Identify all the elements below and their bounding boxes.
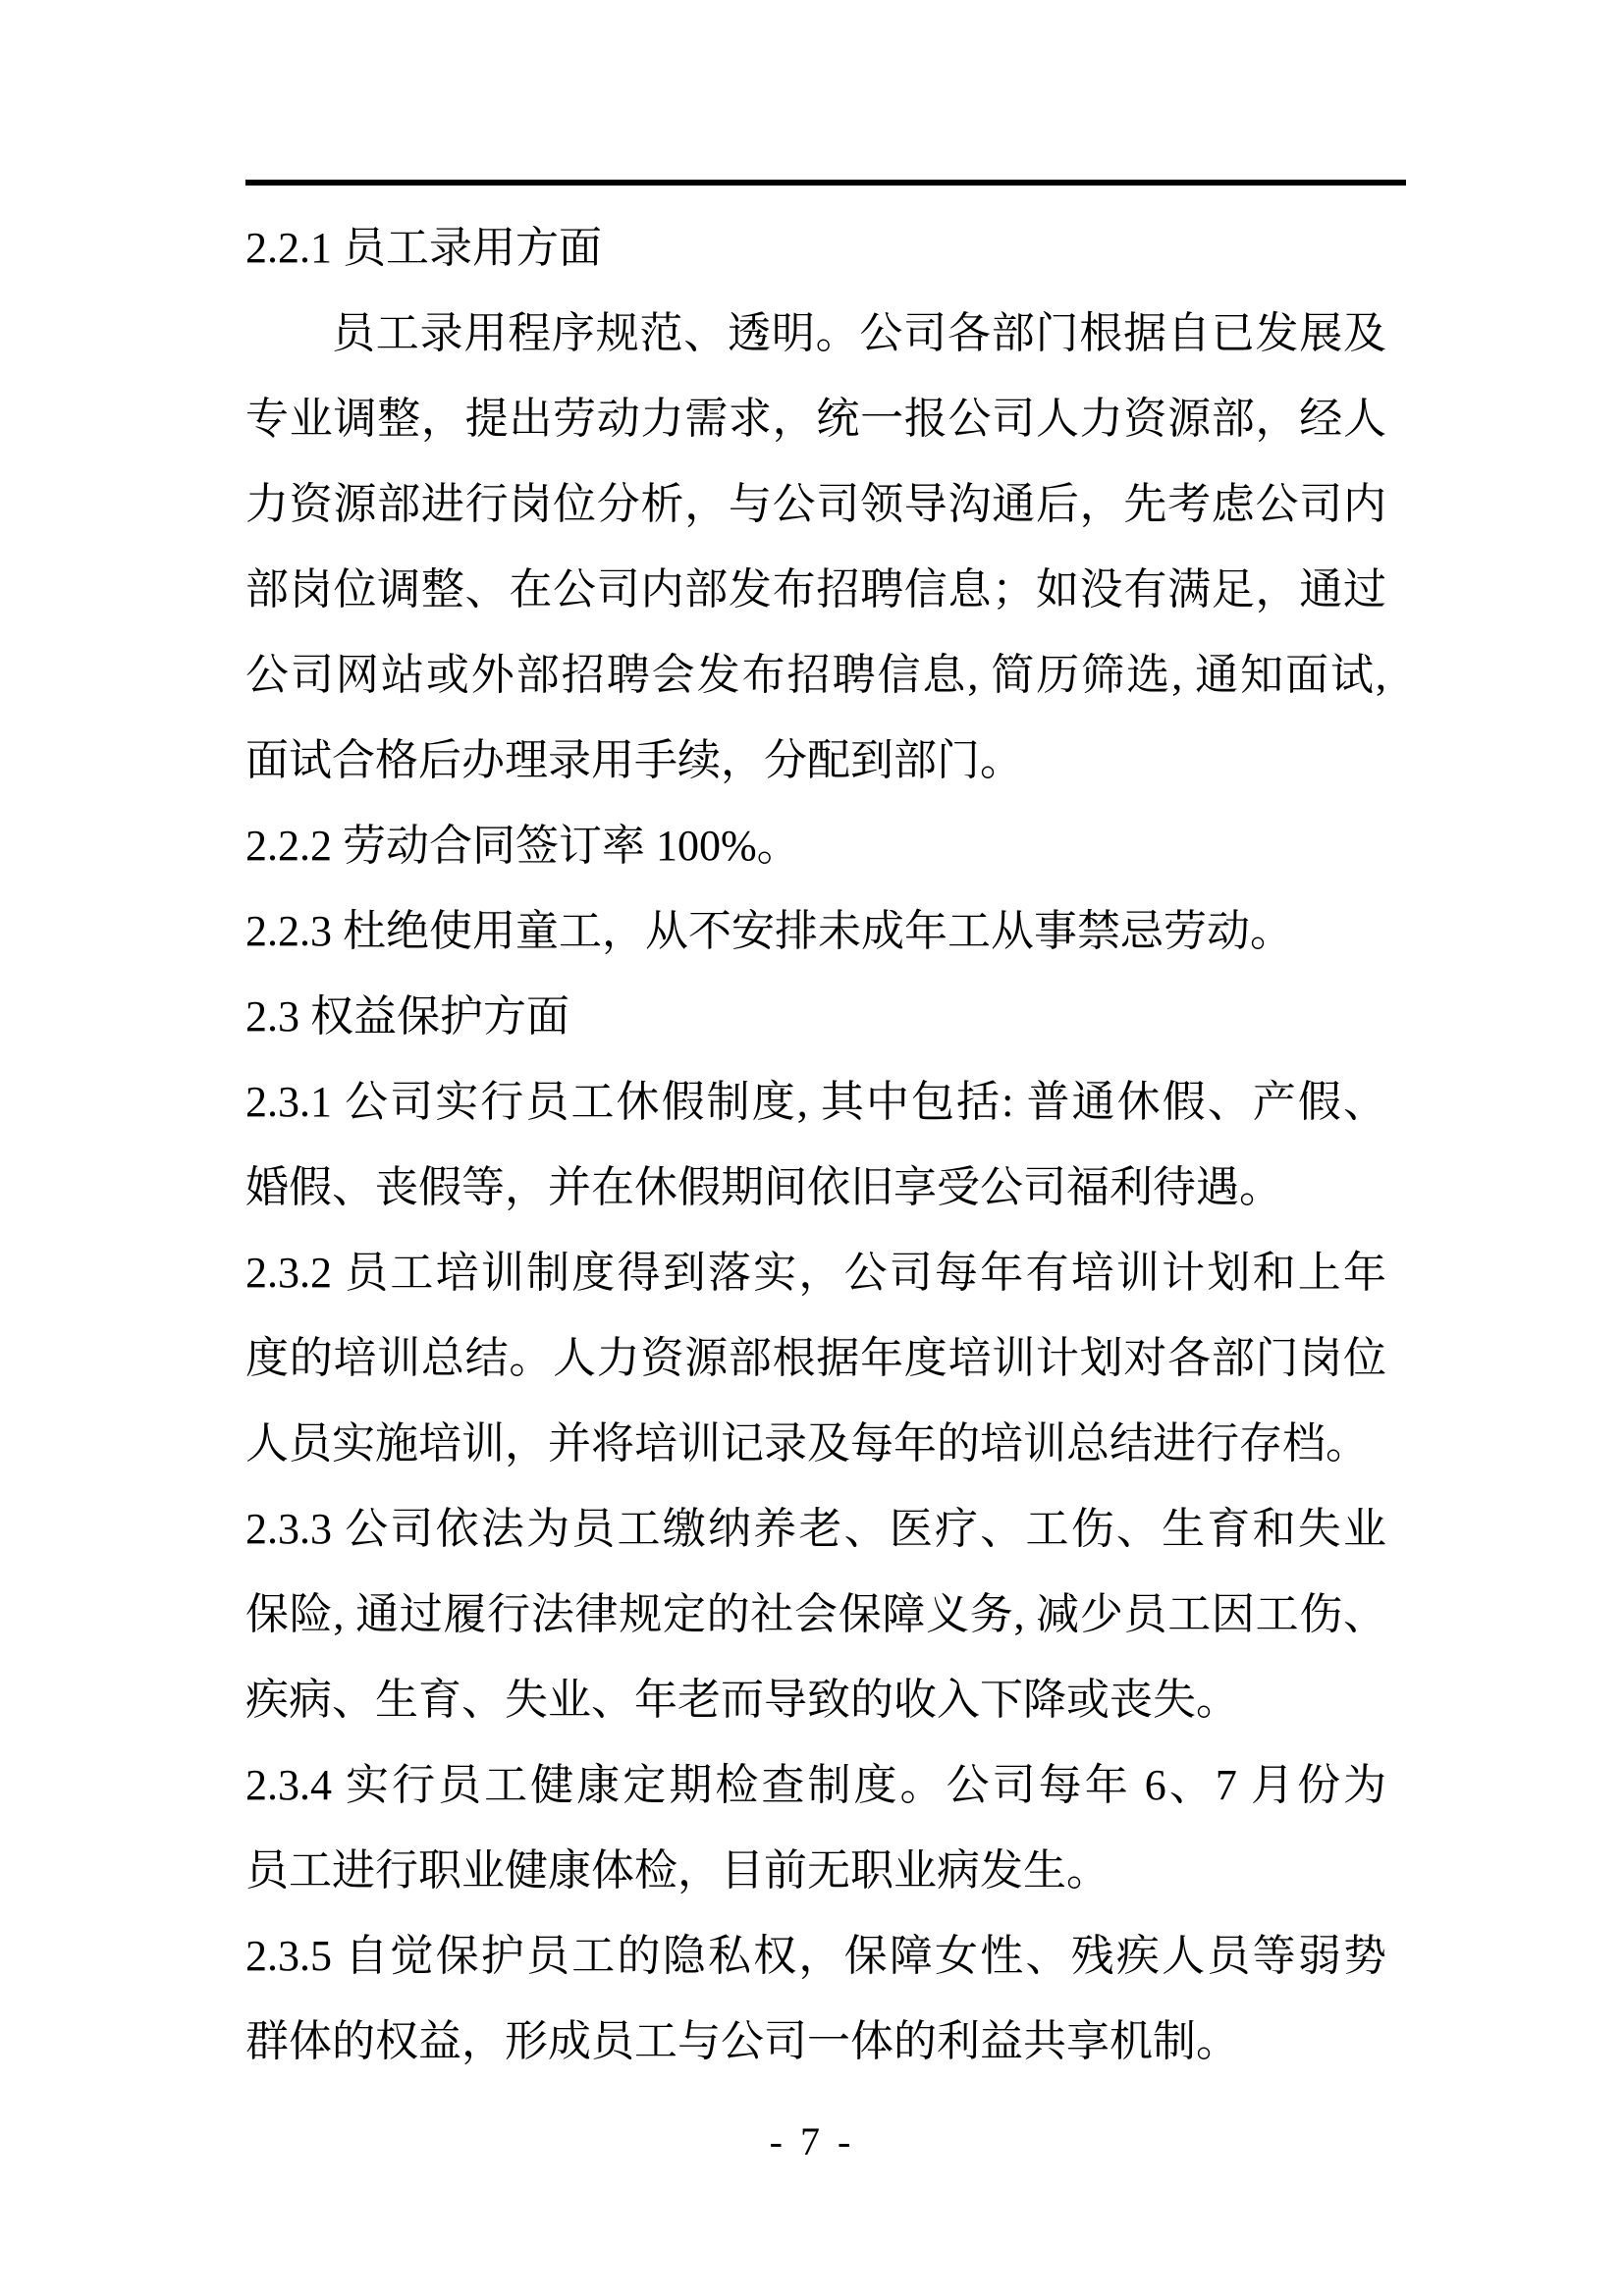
document-body [245, 205, 1386, 2084]
body-line: 疾病、生育、失业、年老而导致的收入下降或丧失。 [245, 1676, 1239, 1724]
body-line: 度的培训总结。人力资源部根据年度培训计划对各部门岗位 [245, 1334, 1386, 1382]
body-line: 员工进行职业健康体检，目前无职业病发生。 [245, 1846, 1110, 1895]
heading-2-3-5: 2.3.5 自觉保护员工的隐私权，保障女性、残疾人员等弱势 [245, 1932, 1386, 1980]
body-line: 群体的权益，形成员工与公司一体的利益共享机制。 [245, 2017, 1239, 2065]
heading-2-2-3: 2.2.3 杜绝使用童工，从不安排未成年工从事禁忌劳动。 [245, 907, 1293, 955]
body-line: 力资源部进行岗位分析，与公司领导沟通后，先考虑公司内 [245, 480, 1386, 528]
body-line: 专业调整，提出劳动力需求，统一报公司人力资源部，经人 [245, 395, 1386, 443]
body-line: 部岗位调整、在公司内部发布招聘信息；如没有满足，通过 [245, 565, 1386, 614]
body-line: 员工录用程序规范、透明。公司各部门根据自已发展及 [332, 309, 1386, 357]
heading-2-3-3: 2.3.3 公司依法为员工缴纳养老、医疗、工伤、生育和失业 [245, 1505, 1386, 1553]
body-line: 保险, 通过履行法律规定的社会保障义务, 减少员工因工伤、 [245, 1590, 1386, 1638]
body-line: 婚假、丧假等，并在休假期间依旧享受公司福利待遇。 [245, 1163, 1282, 1211]
heading-2-3: 2.3 权益保护方面 [245, 992, 569, 1041]
body-line: 面试合格后办理录用手续，分配到部门。 [245, 736, 1023, 784]
body-line: 公司网站或外部招聘会发布招聘信息, 简历筛选, 通知面试, [245, 651, 1386, 699]
heading-2-2-2: 2.2.2 劳动合同签订率 100%。 [245, 822, 800, 870]
header-rule [245, 180, 1406, 186]
heading-2-2-1: 2.2.1 员工录用方面 [245, 224, 602, 272]
page-number: - 7 - [769, 2119, 855, 2163]
heading-2-3-2: 2.3.2 员工培训制度得到落实，公司每年有培训计划和上年 [245, 1249, 1386, 1297]
heading-2-3-1: 2.3.1 公司实行员工休假制度, 其中包括: 普通休假、产假、 [245, 1078, 1386, 1126]
body-line: 人员实施培训，并将培训记录及每年的培训总结进行存档。 [245, 1419, 1369, 1468]
heading-2-3-4: 2.3.4 实行员工健康定期检查制度。公司每年 6、7 月份为 [245, 1761, 1386, 1809]
